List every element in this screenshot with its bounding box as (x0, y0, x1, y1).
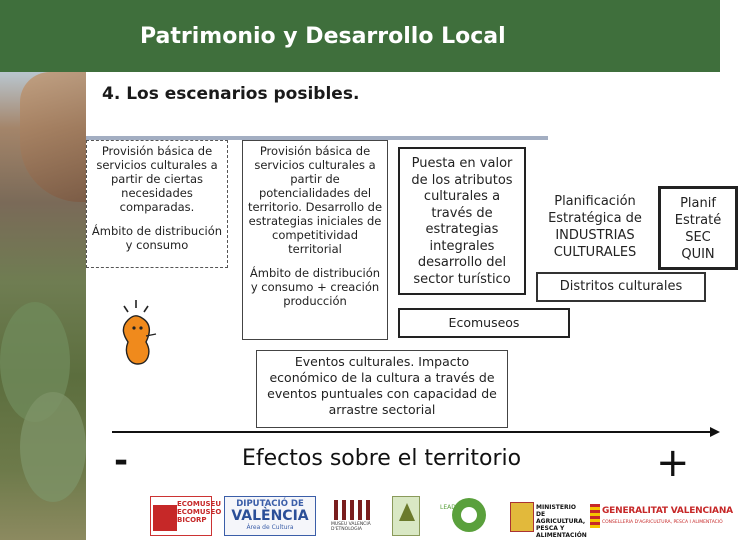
scenario-box-cultural-industries (536, 188, 654, 268)
page-title: Patrimonio y Desarrollo Local (140, 24, 506, 49)
scenario-box-tourism (398, 147, 526, 295)
ministerio-logo (508, 496, 587, 539)
ecomuseo-logo (150, 496, 222, 536)
scenario-box-ecomuseums (398, 308, 570, 338)
logo-text: VALÈNCIA (231, 508, 309, 524)
box-text: Provisión básica de servicios culturales a partir de potencialidades del territorio. Desarrollo de estrategias iniciales de competitividad territorial (247, 144, 383, 256)
generalitat-logo (590, 496, 733, 536)
scenario-box-quinary-sector (658, 186, 738, 270)
minus-label: - (114, 441, 129, 481)
box-text: Estraté (674, 213, 722, 228)
logo-text: GENERALITAT VALENCIANA (602, 506, 733, 516)
logo-text: MUSEU VALENCIÀ D'ETNOLOGIA (331, 522, 371, 532)
arrow-right-icon (710, 427, 720, 437)
box-text: Ámbito de distribución y consumo + creación producción (249, 266, 381, 308)
logo-text: MINISTERIO DE AGRICULTURA, PESCA Y ALIMENTACIÓN (536, 504, 587, 539)
logo-text: ECOMUSEU ECOMUSEO BICORP (177, 500, 222, 524)
landscape-photo (0, 72, 86, 540)
ecomuseo-mark-icon (153, 505, 177, 531)
senyera-icon (590, 504, 600, 528)
box-text: Ecomuseos (448, 315, 520, 330)
leader-logo (440, 496, 496, 536)
box-text: Puesta en valor de los atributos culturales a través de estrategias integrales desarrollo del sector turístico (411, 156, 513, 287)
logo-text: Àrea de Cultura (246, 524, 294, 531)
rock-formation (20, 72, 86, 202)
museu-etnologia-logo (330, 496, 378, 536)
box-text: Ámbito de distribución y consumo (91, 224, 223, 252)
box-text: SEC (685, 230, 711, 245)
plus-label: + (656, 440, 690, 486)
scenario-box-cultural-events (256, 350, 508, 428)
village-logo (392, 496, 420, 536)
figures-mark-icon (334, 500, 374, 520)
box-text: Provisión básica de servicios culturales a partir de ciertas necesidades comparadas. (96, 144, 218, 214)
logo-text: LEADER (440, 504, 464, 511)
peanut-character-icon (112, 298, 164, 368)
logo-text: DIPUTACIÓ DE (236, 499, 304, 509)
scenario-box-potentialities (242, 140, 388, 340)
box-text: QUIN (681, 247, 715, 262)
diputacion-logo (224, 496, 316, 536)
box-text: Planificación Estratégica de INDUSTRIAS CULTURALES (548, 194, 642, 260)
box-text: Distritos culturales (559, 279, 683, 294)
scenario-box-cultural-districts (536, 272, 706, 302)
box-text: Eventos culturales. Impacto económico de la cultura a través de eventos puntuales con capacidad de arrastre sectorial (267, 354, 497, 417)
section-subtitle: 4. Los escenarios posibles. (102, 84, 360, 104)
coat-of-arms-icon (510, 502, 534, 532)
effects-axis-line (112, 431, 712, 433)
scenario-box-basic-needs (86, 140, 228, 268)
axis-label: Efectos sobre el territorio (242, 446, 522, 471)
tower-icon (399, 503, 415, 521)
box-text: Planif (680, 196, 716, 211)
logo-text: CONSELLERIA D'AGRICULTURA, PESCA I ALIMENTACIÓ (602, 520, 723, 525)
title-bar (0, 0, 720, 72)
foliage (20, 392, 86, 502)
